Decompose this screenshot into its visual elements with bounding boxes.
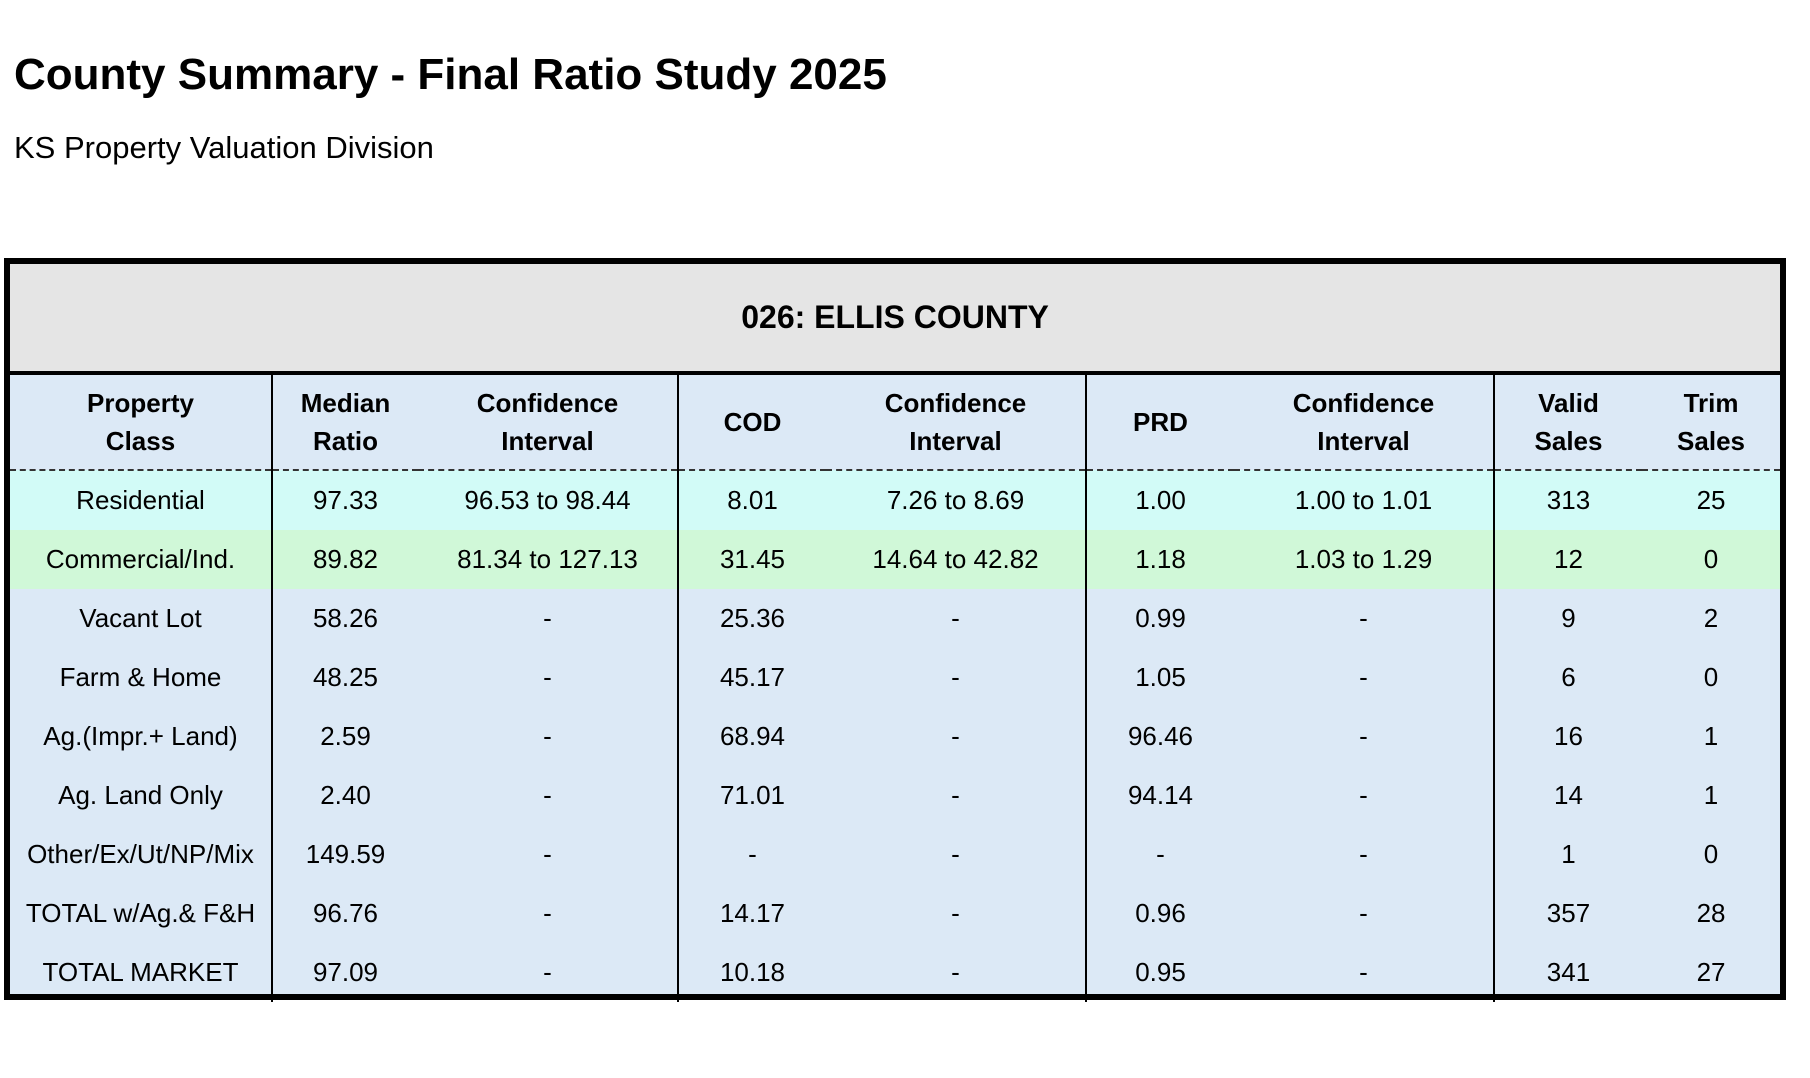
page-title: County Summary - Final Ratio Study 2025 [14,50,887,99]
cell-cod-ci: - [826,884,1086,943]
cell-property-class: Residential [10,470,272,530]
cell-cod: 14.17 [719,898,786,928]
cell-prd-ci: - [1234,589,1494,648]
cell-valid-sales: 341 [1546,957,1591,987]
cell-valid-sales: 357 [1546,898,1591,928]
cell-cod-ci: - [826,766,1086,825]
cell-cod-ci: - [826,943,1086,1002]
cell-median-ci: 96.53 to 98.44 [418,470,678,530]
cell-property-class: Ag. Land Only [10,766,272,825]
cell-median-ratio: 97.09 [312,957,379,987]
column-header-median-ratio: Median Ratio [272,373,418,470]
table-row [10,470,1780,530]
table-row [10,825,1780,884]
cell-cod-ci: - [826,648,1086,707]
cell-cod: 68.94 [719,721,786,751]
cell-cod: 10.18 [719,957,786,987]
cell-cod-ci: 14.64 to 42.82 [826,530,1086,589]
cell-trim-sales: 0 [1703,662,1719,692]
cell-valid-sales: 1 [1561,839,1576,869]
cell-median-ci: 81.34 to 127.13 [418,530,678,589]
cell-median-ratio: 2.59 [320,721,371,751]
cell-prd: 94.14 [1127,780,1194,810]
cell-trim-sales: 2 [1703,603,1719,633]
table-row [10,648,1780,707]
cell-median-ratio: 149.59 [305,839,386,869]
cell-median-ci: - [418,766,678,825]
column-header-cod: COD [678,373,826,470]
cell-cod: 45.17 [719,662,786,692]
cell-cod-ci: - [826,825,1086,884]
cell-valid-sales: 12 [1494,530,1642,589]
cell-median-ci: - [418,943,678,1002]
cell-valid-sales: 16 [1554,721,1583,751]
cell-property-class: Other/Ex/Ut/NP/Mix [10,825,272,884]
table-row [10,589,1780,648]
county-name: 026: ELLIS COUNTY [10,264,1780,373]
table-row [10,766,1780,825]
cell-prd-ci: - [1234,884,1494,943]
cell-median-ci: - [418,884,678,943]
cell-cod: - [748,839,757,869]
cell-median-ratio: 89.82 [272,530,418,589]
page-subtitle: KS Property Valuation Division [14,130,434,165]
cell-valid-sales: 14 [1554,780,1583,810]
cell-cod: 8.01 [678,470,826,530]
cell-prd-ci: - [1234,943,1494,1002]
cell-valid-sales: 9 [1561,603,1576,633]
column-header-prd-confidence-interval: Confidence Interval [1234,373,1494,470]
county-header-row [10,264,1780,373]
cell-cod: 25.36 [719,603,786,633]
column-header-row [10,373,1780,470]
cell-property-class: Commercial/Ind. [10,530,272,589]
cell-prd: 0.99 [1135,603,1186,633]
cell-prd: 96.46 [1127,721,1194,751]
cell-median-ratio: 97.33 [272,470,418,530]
table-row [10,884,1780,943]
cell-median-ci: - [418,648,678,707]
cell-prd: 1.00 [1086,470,1234,530]
cell-median-ratio: 48.25 [312,662,379,692]
cell-cod: 31.45 [678,530,826,589]
cell-median-ci: - [418,825,678,884]
cell-median-ratio: 58.26 [312,603,379,633]
cell-median-ratio: 96.76 [312,898,379,928]
cell-prd-ci: - [1234,825,1494,884]
cell-prd-ci: - [1234,648,1494,707]
cell-prd: - [1156,839,1165,869]
column-header-trim-sales: Trim Sales [1642,373,1780,470]
column-header-cod-confidence-interval: Confidence Interval [826,373,1086,470]
ratio-study-table-frame [4,258,1786,1000]
cell-median-ci: - [418,707,678,766]
cell-valid-sales: 313 [1494,470,1642,530]
cell-prd-ci: - [1234,707,1494,766]
cell-trim-sales: 0 [1703,839,1719,869]
cell-valid-sales: 6 [1561,662,1576,692]
table-row [10,530,1780,589]
cell-prd: 1.05 [1135,662,1186,692]
table-row [10,707,1780,766]
table-body [10,470,1780,1002]
cell-trim-sales: 28 [1696,898,1726,928]
cell-median-ci: - [418,589,678,648]
column-header-prd: PRD [1086,373,1234,470]
cell-prd: 0.96 [1135,898,1186,928]
cell-trim-sales: 25 [1642,470,1780,530]
cell-property-class: Farm & Home [10,648,272,707]
cell-trim-sales: 27 [1696,957,1726,987]
column-header-valid-sales: Valid Sales [1494,373,1642,470]
ratio-study-table [10,264,1780,1002]
cell-property-class: Ag.(Impr.+ Land) [10,707,272,766]
table-row [10,943,1780,1002]
cell-property-class: TOTAL w/Ag.& F&H [10,884,272,943]
cell-property-class: TOTAL MARKET [10,943,272,1002]
cell-prd-ci: 1.03 to 1.29 [1234,530,1494,589]
cell-median-ratio: 2.40 [320,780,371,810]
column-header-median-confidence-interval: Confidence Interval [418,373,678,470]
column-header-property-class: Property Class [10,373,272,470]
cell-cod-ci: 7.26 to 8.69 [826,470,1086,530]
cell-property-class: Vacant Lot [10,589,272,648]
cell-cod-ci: - [826,589,1086,648]
cell-cod-ci: - [826,707,1086,766]
cell-prd: 1.18 [1086,530,1234,589]
cell-cod: 71.01 [719,780,786,810]
cell-prd-ci: - [1234,766,1494,825]
cell-trim-sales: 0 [1642,530,1780,589]
cell-trim-sales: 1 [1703,721,1719,751]
cell-trim-sales: 1 [1703,780,1719,810]
cell-prd: 0.95 [1135,957,1186,987]
cell-prd-ci: 1.00 to 1.01 [1234,470,1494,530]
